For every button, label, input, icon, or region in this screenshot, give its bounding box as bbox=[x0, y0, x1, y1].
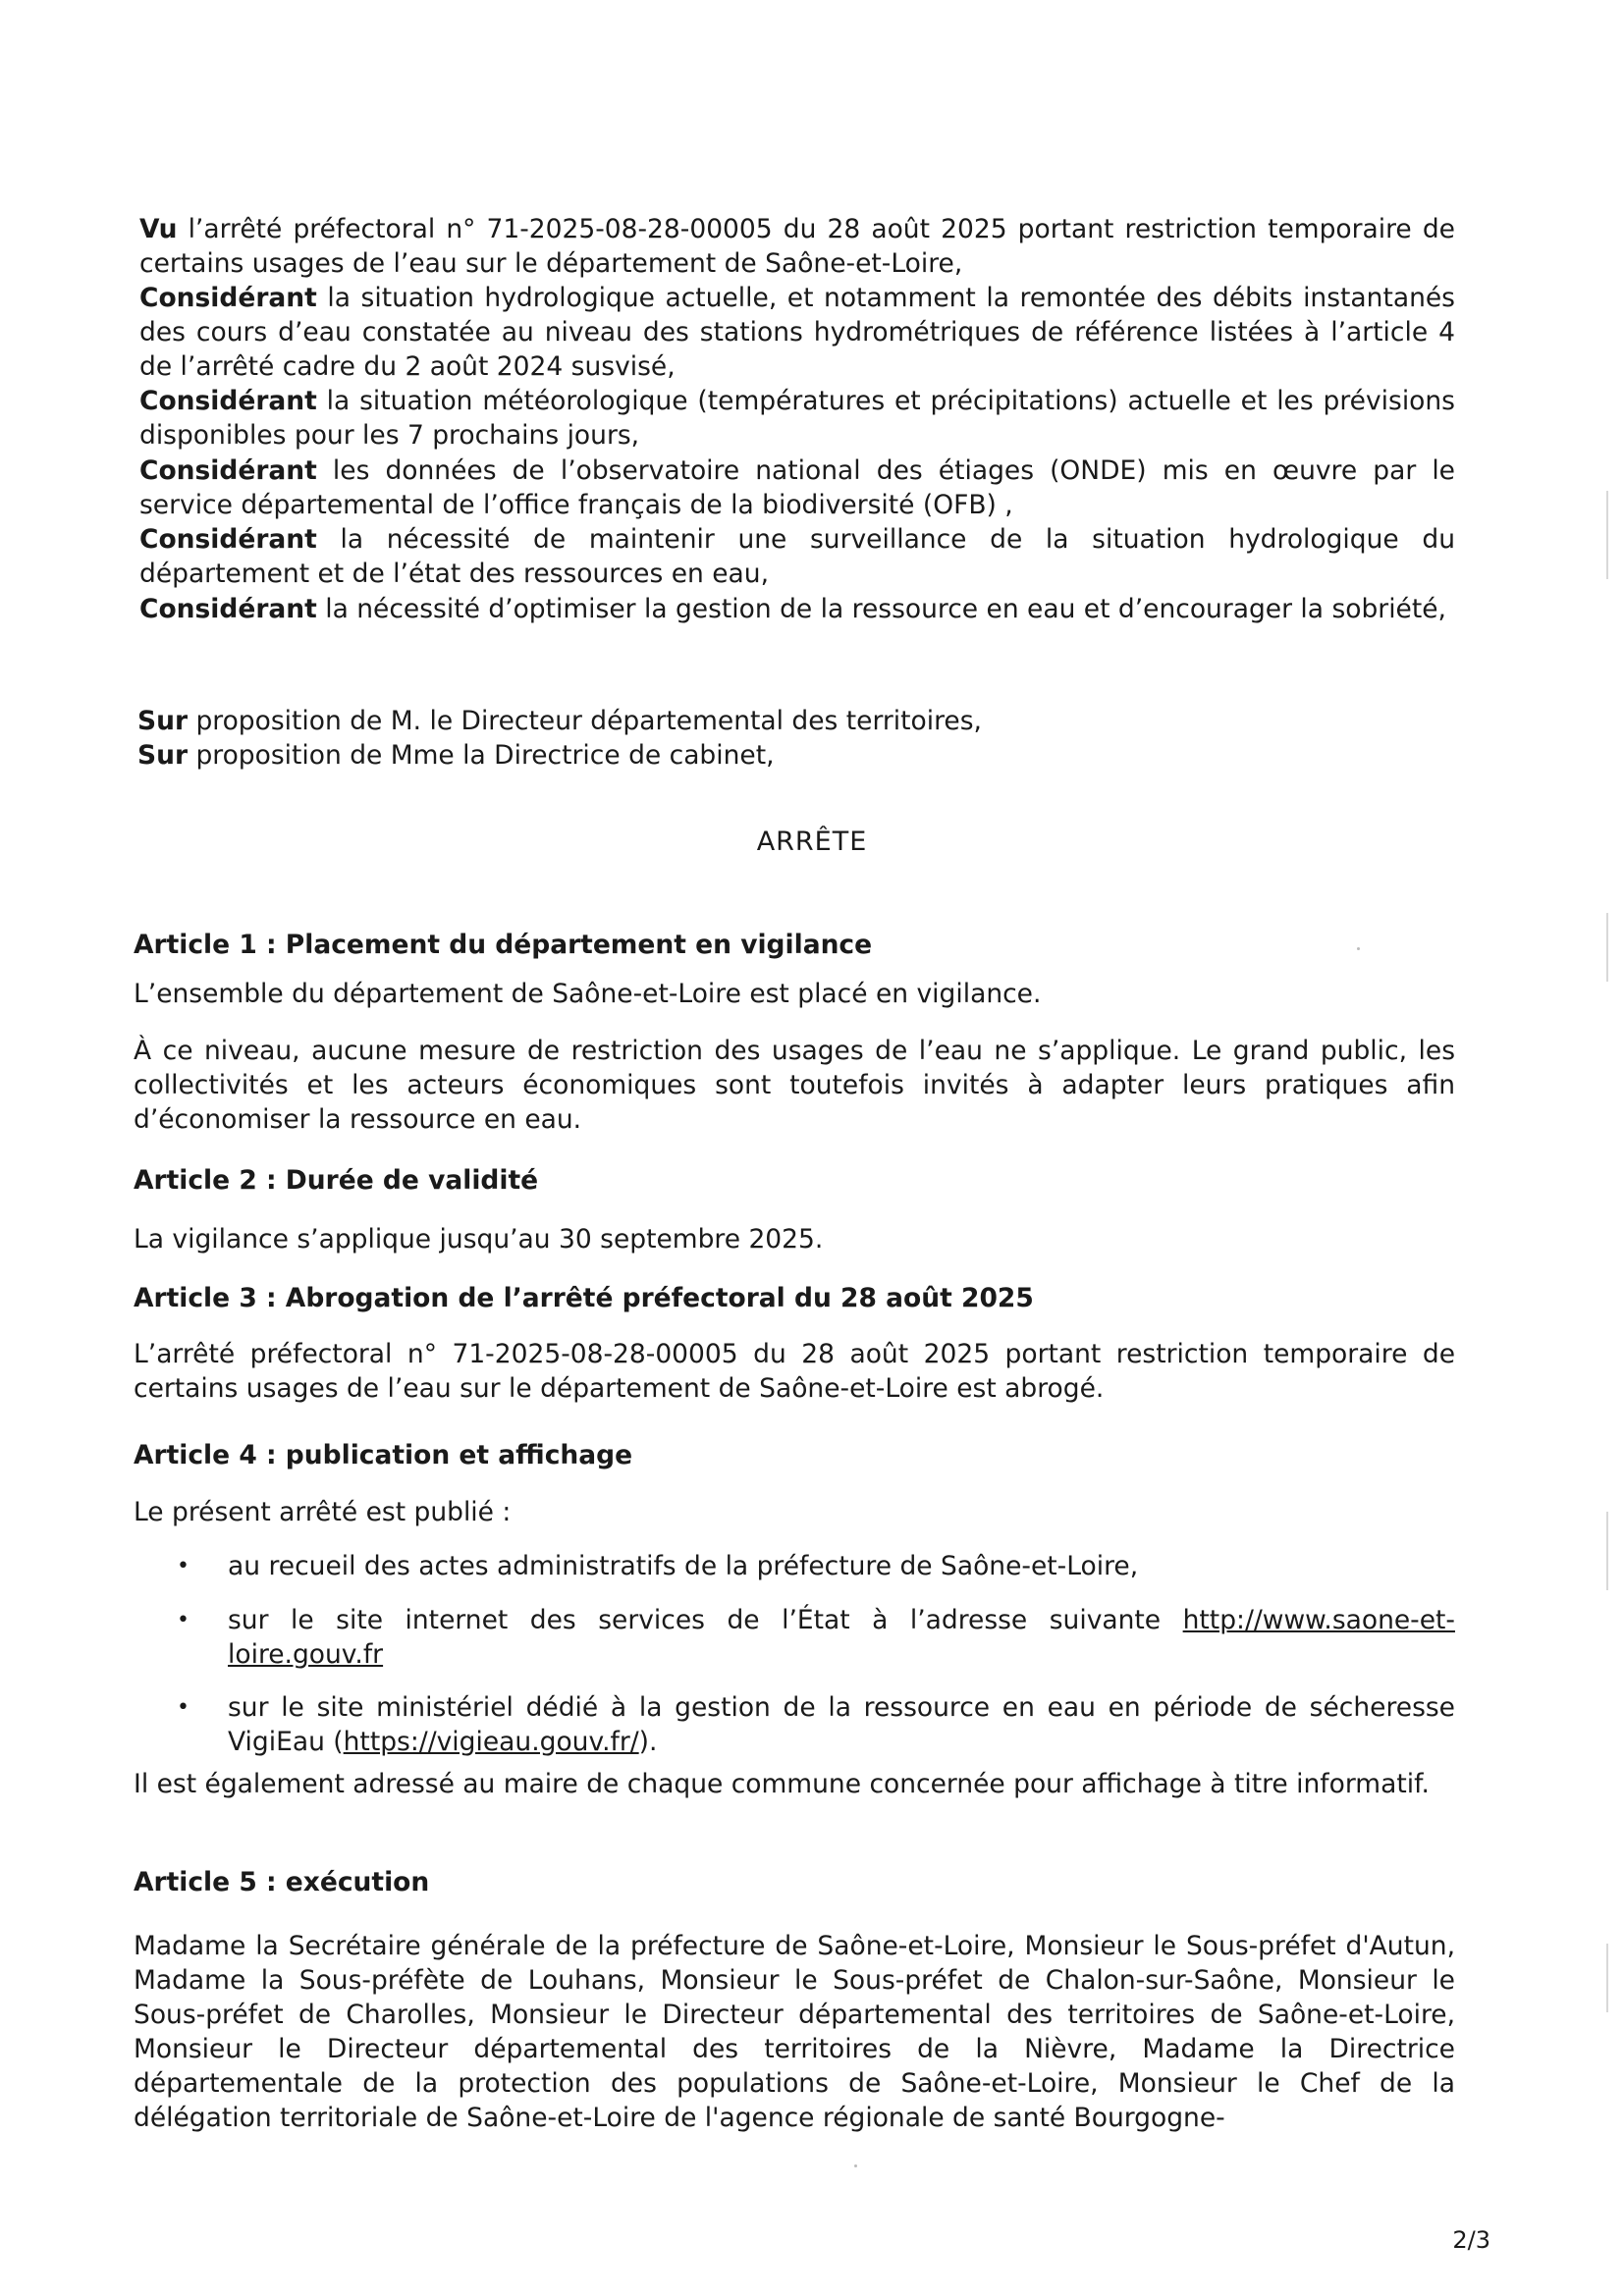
scan-artifact bbox=[1606, 1512, 1608, 1590]
proposal-directeur: Sur proposition de M. le Directeur départemental des territoires, bbox=[137, 706, 982, 736]
article-1-paragraph-2: À ce niveau, aucune mesure de restriction des usages de l’eau ne s’applique. Le grand public, les collectivités et les acteurs économiques sont toutefois invités à adapter leurs pratiques afin d’économiser la ressource en eau. bbox=[134, 1036, 1455, 1135]
scan-artifact bbox=[1606, 1944, 1608, 2012]
preamble-considerant-sobriete: Considérant la nécessité d’optimiser la gestion de la ressource en eau et d’encourager la sobriété, bbox=[139, 594, 1446, 624]
article-2-heading: Article 2 : Durée de validité bbox=[134, 1165, 539, 1196]
article-4-outro: Il est également adressé au maire de chaque commune concernée pour affichage à titre informatif. bbox=[134, 1769, 1430, 1799]
bullet-marker: • bbox=[177, 1695, 189, 1720]
article-4-intro: Le présent arrêté est publié : bbox=[134, 1497, 512, 1527]
preamble-considerant-meteo: Considérant la situation météorologique (températures et précipitations) actuelle et les prévisions disponibles pour les 7 prochains jours, bbox=[139, 386, 1455, 451]
scan-artifact bbox=[854, 2164, 857, 2167]
scan-artifact bbox=[1357, 947, 1360, 950]
decision-title: ARRÊTE bbox=[756, 827, 868, 857]
article-3-paragraph-1: L’arrêté préfectoral n° 71-2025-08-28-00005 du 28 août 2025 portant restriction temporaire de certains usages de l’eau sur le département de Saône-et-Loire est abrogé. bbox=[134, 1339, 1455, 1404]
bullet-marker: • bbox=[177, 1554, 189, 1578]
preamble-considerant-hydrologique: Considérant la situation hydrologique actuelle, et notamment la remontée des débits instantanés des cours d’eau constatée au niveau des stations hydrométriques de référence listées à l’article 4 de l’arrêté cadre du 2 août 2024 susvisé, bbox=[139, 283, 1455, 382]
article-1-paragraph-1: L’ensemble du département de Saône-et-Loire est placé en vigilance. bbox=[134, 979, 1042, 1009]
article-5-heading: Article 5 : exécution bbox=[134, 1867, 430, 1897]
preamble-considerant-onde: Considérant les données de l’observatoire national des étiages (ONDE) mis en œuvre par le service départemental de l’office français de la biodiversité (OFB) , bbox=[139, 455, 1455, 520]
article-4-bullet-site-etat: sur le site internet des services de l’État à l’adresse suivante http://www.saone-et-loire.gouv.fr bbox=[228, 1605, 1455, 1670]
preamble-considerant-surveillance: Considérant la nécessité de maintenir une surveillance de la situation hydrologique du département et de l’état des ressources en eau, bbox=[139, 524, 1455, 589]
link-saone-et-loire-gouv[interactable]: http://www.saone-et-loire.gouv.fr bbox=[228, 1605, 1455, 1670]
scan-artifact bbox=[1606, 491, 1608, 579]
article-4-heading: Article 4 : publication et affichage bbox=[134, 1440, 633, 1470]
article-4-bullet-vigieau: sur le site ministériel dédié à la gestion de la ressource en eau en période de sécheresse VigiEau (https://vigieau.gouv.fr/). bbox=[228, 1692, 1455, 1757]
scan-artifact bbox=[1606, 913, 1608, 982]
proposal-directrice: Sur proposition de Mme la Directrice de cabinet, bbox=[137, 740, 775, 771]
article-2-paragraph-1: La vigilance s’applique jusqu’au 30 septembre 2025. bbox=[134, 1224, 824, 1255]
preamble-vu: Vu l’arrêté préfectoral n° 71-2025-08-28-00005 du 28 août 2025 portant restriction temporaire de certains usages de l’eau sur le département de Saône-et-Loire, bbox=[139, 214, 1455, 279]
link-vigieau[interactable]: https://vigieau.gouv.fr/ bbox=[343, 1727, 639, 1757]
article-3-heading: Article 3 : Abrogation de l’arrêté préfectoral du 28 août 2025 bbox=[134, 1283, 1034, 1313]
article-5-paragraph-1: Madame la Secrétaire générale de la préfecture de Saône-et-Loire, Monsieur le Sous-préfet d'Autun, Madame la Sous-préfète de Louhans, Monsieur le Sous-préfet de Chalon-sur-Saône, Monsieur le Sous-préfet de Charolles, Monsieur le Directeur départemental des territoires de Saône-et-Loire, Monsieur le Directeur départemental des territoires de la Nièvre, Madame la Directrice départementale de la protection des populations de Saône-et-Loire, Monsieur le Chef de la délégation territoriale de Saône-et-Loire de l'agence régionale de santé Bourgogne- bbox=[134, 1931, 1455, 2133]
bullet-marker: • bbox=[177, 1608, 189, 1632]
page-number: 2/3 bbox=[1452, 2226, 1490, 2254]
article-4-bullet-recueil: au recueil des actes administratifs de la préfecture de Saône-et-Loire, bbox=[228, 1551, 1139, 1581]
article-1-heading: Article 1 : Placement du département en vigilance bbox=[134, 930, 873, 960]
